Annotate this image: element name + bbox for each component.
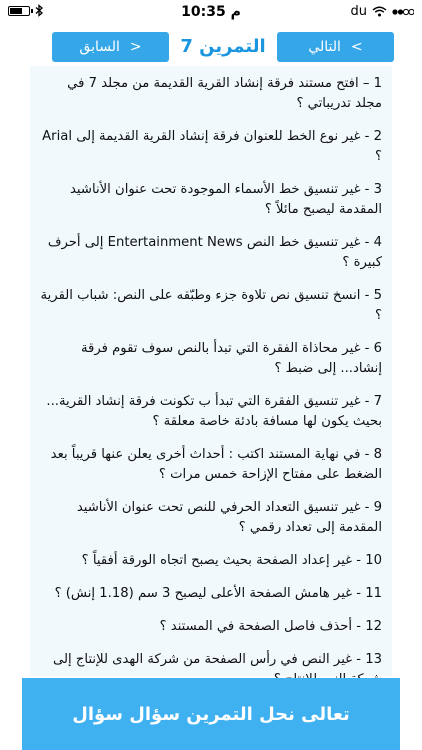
question-item: 5 - انسخ تنسيق نص تلاوة جزء وطبّقه على النص: شباب القرية ؟ [40, 288, 382, 323]
questions-list [30, 66, 392, 690]
nav-bar [0, 30, 422, 64]
question-item: 6 - غير محاذاة الفقرة التي تبدأ بالنص سوف تقوم فرقة إنشاد... إلى ضبط ؟ [80, 341, 382, 376]
question-item: 7 - غير تنسيق الفقرة التي تبدأ ب تكونت فرقة إنشاد القرية... بحيث يكون لها مسافة بادئة خاصة معلقة ؟ [46, 394, 382, 429]
question-item: 9 - غير تنسيق التعداد الحرفي للنص تحت عنوان الأناشيد المقدمة إلى تعداد رقمي ؟ [76, 500, 382, 535]
question-item: 3 - غير تنسيق خط الأسماء الموجودة تحت عنوان الأناشيد المقدمة ليصبح مائلاً ؟ [70, 182, 382, 217]
next-button[interactable] [277, 32, 394, 62]
question-item: 1 – افتح مستند فرقة إنشاد القرية القديمة من مجلد 7 في مجلد تدريباتي ؟ [67, 76, 382, 111]
wifi-icon [372, 6, 387, 17]
chevron-right-icon: > [129, 39, 142, 55]
question-item: 12 - أحذف فاصل الصفحة في المستند ؟ [159, 619, 382, 634]
solve-step-by-step-button[interactable]: تعالى نحل التمرين سؤال سؤال [22, 678, 400, 750]
status-time: 10:35 م [181, 4, 241, 20]
question-item: 10 - غير إعداد الصفحة بحيث يصبح اتجاه الورقة أفقياً ؟ [81, 553, 382, 568]
status-bar [0, 0, 422, 24]
prev-button[interactable] [52, 32, 169, 62]
prev-label: السابق [79, 39, 120, 55]
page-title: التمرين 7 [180, 36, 266, 57]
chevron-left-icon: < [350, 39, 363, 55]
question-item: 13 - غير النص في رأس الصفحة من شركة الهدى للإنتاج إلى [53, 652, 382, 667]
question-item: 4 - غير تنسيق خط النص Entertainment News إلى أحرف كبيرة ؟ [47, 235, 382, 270]
question-item: 8 - في نهاية المستند اكتب : أحداث أخرى يعلن عنها قريباً بعد الضغط على مفتاح الإزاحة خمس مرات ؟ [50, 447, 382, 482]
question-item: 2 - غير نوع الخط للعنوان فرقة إنشاد القرية القديمة إلى Arial ؟ [42, 129, 382, 164]
status-right [351, 4, 415, 19]
next-label: التالي [308, 39, 341, 55]
questions-panel[interactable] [30, 66, 392, 676]
carrier-label: du [350, 4, 367, 19]
signal-icon [392, 8, 414, 16]
question-item: 11 - غير هامش الصفحة الأعلى ليصبح 3 سم (1.18 إنش) ؟ [54, 586, 382, 601]
